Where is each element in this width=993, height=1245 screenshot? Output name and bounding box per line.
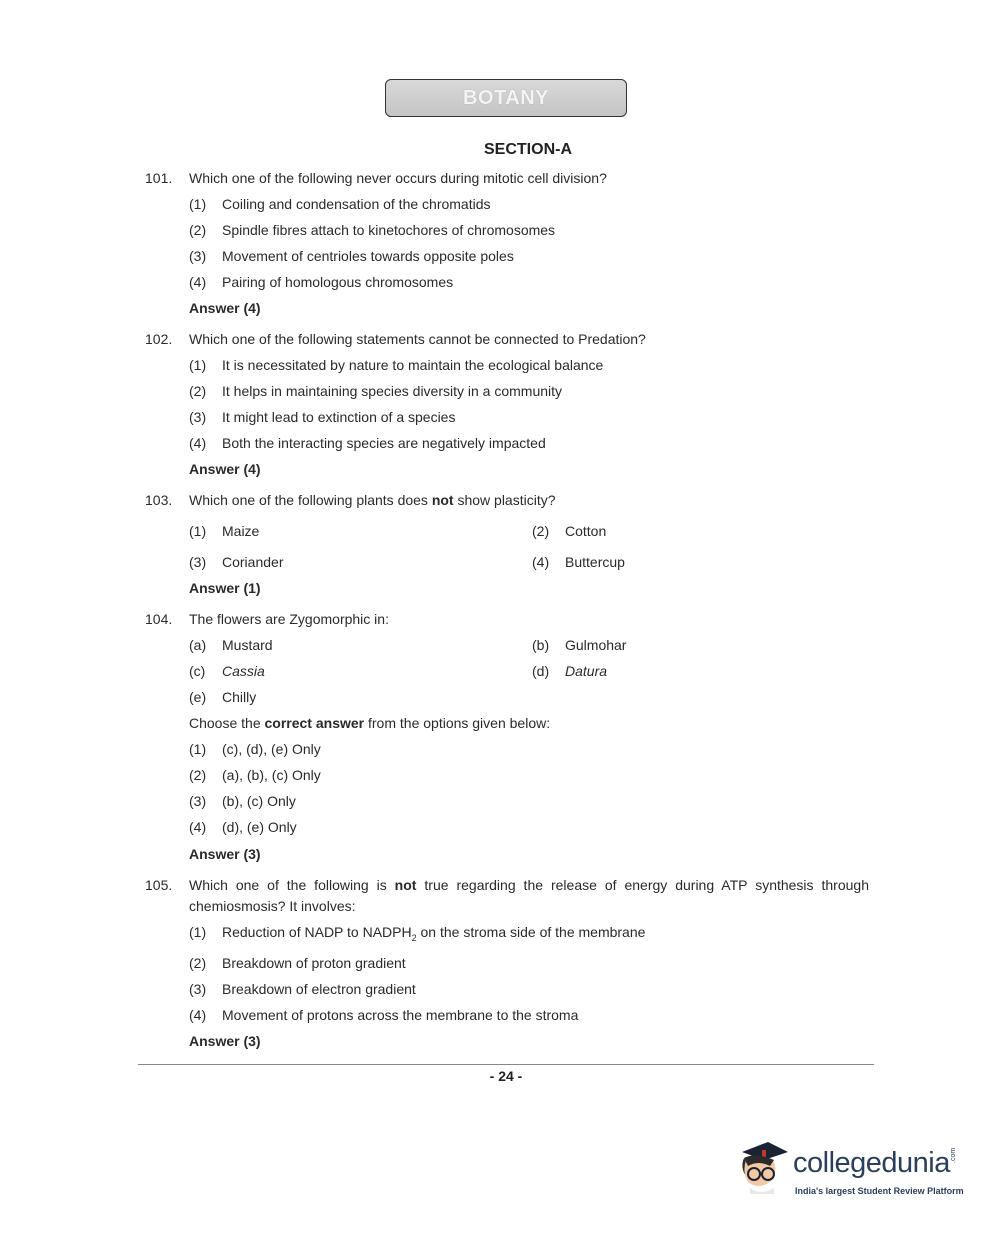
choose-prompt: Choose the correct answer from the options given below: (189, 715, 551, 731)
item-text: Gulmohar (565, 637, 627, 653)
subject-title: BOTANY (463, 86, 549, 109)
question-text: Which one of the following never occurs during mitotic cell division? (189, 170, 607, 186)
option-text: Reduction of NADP to $NADPH_2$ on the stroma side of the membrane (222, 924, 646, 943)
answer: Answer (3) (189, 846, 261, 862)
item-label: (b) (532, 637, 550, 653)
option-label: (2) (189, 767, 207, 783)
item-text: Cassia (222, 663, 265, 679)
item-label: (a) (189, 637, 207, 653)
option-text: Buttercup (565, 554, 625, 570)
option-text: Movement of protons across the membrane to the stroma (222, 1007, 579, 1023)
question-text-line1: Which one of the following is not true regarding the release of energy during ATP synthesis through (189, 877, 869, 893)
option-label: (2) (532, 523, 550, 539)
option-label: (2) (189, 955, 207, 971)
option-text: (a), (b), (c) Only (222, 767, 321, 783)
option-text: Coriander (222, 554, 284, 570)
question-text: Which one of the following statements cannot be connected to Predation? (189, 331, 646, 347)
question-number: 105. (145, 877, 173, 893)
option-label: (1) (189, 741, 207, 757)
option-text: Pairing of homologous chromosomes (222, 274, 454, 290)
option-label: (1) (189, 196, 207, 212)
question-text-line2: chemiosmosis? It involves: (189, 898, 356, 914)
option-text: Maize (222, 523, 260, 539)
option-text: (d), (e) Only (222, 819, 297, 835)
answer: Answer (4) (189, 300, 261, 316)
option-label: (4) (189, 1007, 207, 1023)
answer: Answer (1) (189, 580, 261, 596)
option-text: Spindle fibres attach to kinetochores of chromosomes (222, 222, 556, 238)
option-label: (3) (189, 409, 207, 425)
question-number: 102. (145, 331, 173, 347)
option-label: (3) (189, 554, 207, 570)
option-text: Cotton (565, 523, 607, 539)
option-text: Breakdown of electron gradient (222, 981, 416, 997)
item-label: (d) (532, 663, 550, 679)
item-label: (c) (189, 663, 206, 679)
answer: Answer (4) (189, 461, 261, 477)
option-text: Breakdown of proton gradient (222, 955, 406, 971)
question-number: 101. (145, 170, 173, 186)
logo-suffix: .com (950, 1147, 957, 1163)
logo-tagline: India's largest Student Review Platform (795, 1186, 964, 1196)
option-label: (1) (189, 357, 207, 373)
option-label: (3) (189, 981, 207, 997)
footer-divider (138, 1064, 874, 1065)
option-label: (4) (189, 819, 207, 835)
option-text: It helps in maintaining species diversity in a community (222, 383, 563, 399)
item-text: Mustard (222, 637, 273, 653)
item-text: Datura (565, 663, 608, 679)
item-label: (e) (189, 689, 207, 705)
option-label: (3) (189, 248, 207, 264)
option-label: (2) (189, 383, 207, 399)
option-label: (3) (189, 793, 207, 809)
question-text: Which one of the following plants does not show plasticity? (189, 492, 556, 508)
question-text: The flowers are Zygomorphic in: (189, 611, 389, 627)
option-label: (4) (189, 274, 207, 290)
option-text: It is necessitated by nature to maintain the ecological balance (222, 357, 604, 373)
option-text: (c), (d), (e) Only (222, 741, 321, 757)
logo-name: collegedunia (793, 1147, 950, 1179)
option-text: (b), (c) Only (222, 793, 296, 809)
option-label: (1) (189, 924, 207, 940)
option-label: (2) (189, 222, 207, 238)
option-label: (4) (189, 435, 207, 451)
question-number: 104. (145, 611, 173, 627)
question-number: 103. (145, 492, 173, 508)
mascot-icon (734, 1138, 794, 1198)
option-text: Coiling and condensation of the chromatids (222, 196, 491, 212)
option-text: Both the interacting species are negatively impacted (222, 435, 546, 451)
option-label: (1) (189, 523, 207, 539)
page-number: - 24 - (489, 1068, 523, 1084)
option-text: It might lead to extinction of a species (222, 409, 456, 425)
subject-banner (385, 79, 627, 117)
option-label: (4) (532, 554, 550, 570)
answer: Answer (3) (189, 1033, 261, 1049)
section-heading: SECTION-A (484, 141, 572, 158)
option-text: Movement of centrioles towards opposite poles (222, 248, 514, 264)
item-text: Chilly (222, 689, 257, 705)
